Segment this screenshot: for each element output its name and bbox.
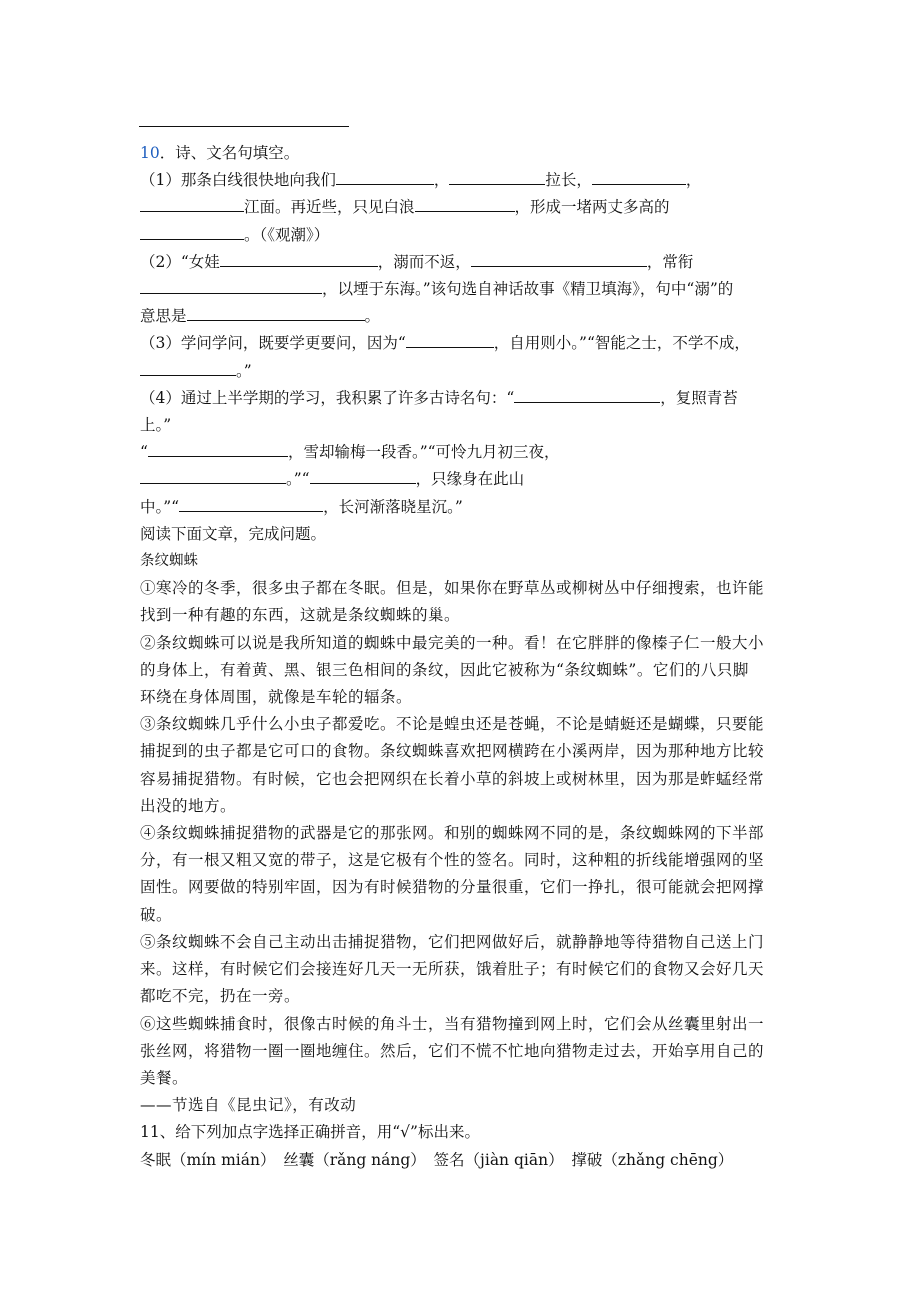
answer-blank[interactable] [449, 169, 545, 185]
q10-part4-line3: “ ，雪却输梅一段香。”“可怜九月初三夜， [140, 443, 560, 462]
answer-blank[interactable] [514, 387, 660, 403]
answer-blank[interactable] [187, 305, 365, 321]
q11-options: 冬眠（mín mián） 丝囊（rǎng náng） 签名（jiàn qiān） 撑破（zhǎng chēng） [140, 1150, 734, 1169]
q11-title: 11、给下列加点字选择正确拼音，用“√”标出来。 [140, 1123, 480, 1142]
reading-instruction: 阅读下面文章，完成问题。 [140, 524, 327, 543]
q10-part1-line1: （1）那条白线很快地向我们 ， 拉长， ， [140, 171, 702, 190]
answer-blank[interactable] [220, 251, 378, 267]
answer-blank[interactable] [179, 496, 323, 512]
q10-part3-line1: （3）学问学问，既要学更要问，因为“ ，自用则小。”“智能之士，不学不成， [140, 334, 750, 353]
answer-blank[interactable] [336, 169, 434, 185]
q10-part1-line3: 。（《观潮》） [140, 222, 780, 249]
document-page [140, 108, 780, 1174]
article-paragraph-1: ①寒冷的冬季，很多虫子都在冬眠。但是，如果你在野草丛或柳树丛中仔细搜索，也许能 找到一种有趣的东西，这就是条纹蜘蛛的巢。 [140, 579, 765, 625]
q10-part2-line3: 意思是 。 [140, 307, 381, 326]
article-paragraph-3: ③条纹蜘蛛几乎什么小虫子都爱吃。不论是蝗虫还是苍蝇，不论是蜻蜓还是蝴蝶，只要能 捕捉到的虫子都是它可口的食物。条纹蜘蛛喜欢把网横跨在小溪两岸，因为那种地方比较 容易捕捉猎物。有时候，它也会把网织在长着小草的斜坡上或树林里，因为那是蚱蜢经常 出没的地方。 [140, 715, 765, 815]
answer-blank[interactable] [140, 468, 286, 484]
answer-blank[interactable] [406, 332, 494, 348]
q10-part2-line1: （2）“女娃 ，溺而不返， ，常衔 [140, 252, 694, 271]
q10-part2-line2: ，以堙于东海。”该句选自神话故事《精卫填海》，句中“溺”的 [140, 276, 780, 303]
article-paragraph-4: ④条纹蜘蛛捕捉猎物的武器是它的那张网。和别的蜘蛛网不同的是，条纹蜘蛛网的下半部 分，有一根又粗又宽的带子，这是它极有个性的签名。同时，这种粗的折线能增强网的坚 固性。网要做的特别牢固，因为有时候猎物的分量很重，它们一挣扎，很可能就会把网撑 破。 [140, 824, 765, 924]
q10-number: 10 [140, 144, 160, 162]
answer-blank[interactable] [415, 196, 515, 212]
q10-title: 10．诗、文名句填空。 [140, 144, 300, 162]
article-paragraph-2: ②条纹蜘蛛可以说是我所知道的蜘蛛中最完美的一种。看！在它胖胖的像榛子仁一般大小 的身体上，有着黄、黑、银三色相间的条纹，因此它被称为“条纹蜘蛛”。它们的八只脚 环绕在身体周围，就像是车轮的辐条。 [140, 633, 765, 707]
q10-part3-line2: 。” [140, 358, 780, 385]
answer-blank[interactable] [140, 196, 244, 212]
answer-blank[interactable] [140, 278, 322, 294]
answer-blank[interactable] [471, 251, 647, 267]
answer-blank[interactable] [310, 468, 416, 484]
article-title: 条纹蜘蛛 [140, 553, 198, 570]
article-paragraph-5: ⑤条纹蜘蛛不会自己主动出击捕捉猎物，它们把网做好后，就静静地等待猎物自己送上门 来。这样，有时候它们会接连好几天一无所获，饿着肚子；有时候它们的食物又会好几天 都吃不完，扔在一旁。 [140, 932, 765, 1006]
q10-part4-line4: 。”“ ，只缘身在此山 [140, 466, 780, 493]
article-source: ——节选自《昆虫记》，有改动 [140, 1096, 357, 1115]
q10-part4-line1: （4）通过上半学期的学习，我积累了许多古诗名句：“ ，复照青苔 [140, 388, 738, 407]
article-paragraph-6: ⑥这些蜘蛛捕食时，很像古时候的角斗士，当有猎物撞到网上时，它们会从丝囊里射出一 张丝网，将猎物一圈一圈地缠住。然后，它们不慌不忙地向猎物走过去，开始享用自己的 美餐。 [140, 1014, 765, 1087]
answer-blank[interactable] [592, 169, 686, 185]
q10-part4-line2: 上。” [140, 416, 172, 435]
answer-blank[interactable] [140, 224, 244, 240]
answer-blank[interactable] [148, 441, 288, 457]
q10-part4-line5: 中。”“ ，长河渐落晓星沉。” [140, 497, 463, 516]
q10-part1-line2: 江面。再近些，只见白浪 ，形成一堵两丈多高的 [140, 194, 780, 221]
answer-blank[interactable] [140, 360, 236, 376]
